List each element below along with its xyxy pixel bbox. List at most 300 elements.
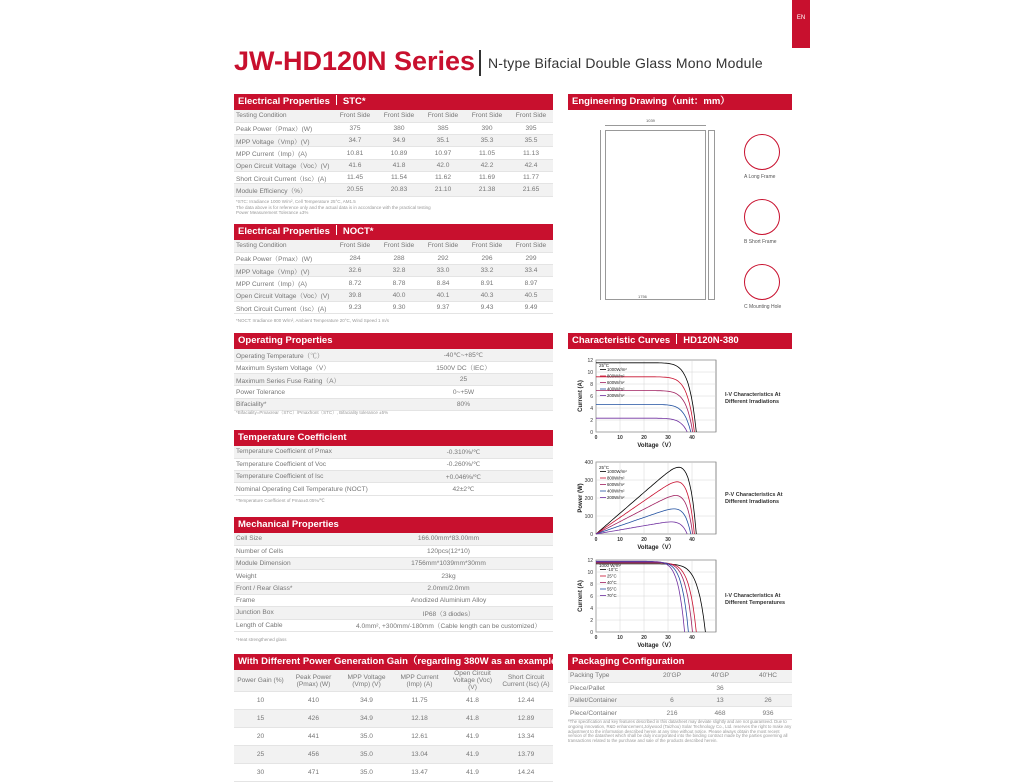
legend-label: -10°C <box>607 567 619 572</box>
x-tick-label: 0 <box>594 635 598 641</box>
table-cell: Temperature Coefficient of Voc <box>234 458 374 470</box>
table-row <box>234 533 553 545</box>
x-tick-label: 30 <box>665 537 671 543</box>
table-cell: 35.1 <box>421 135 465 147</box>
table-cell: 14.24 <box>499 764 553 782</box>
table-row <box>234 764 553 782</box>
table-cell: Front Side <box>465 240 509 252</box>
table-cell: 41.8 <box>446 692 499 710</box>
table-cell: Testing Condition <box>234 240 333 252</box>
table-row <box>234 483 553 495</box>
table-cell: 288 <box>377 252 421 264</box>
stc-tag: STC* <box>342 96 366 107</box>
table-row <box>234 728 553 746</box>
legend-label: 70°C <box>607 593 617 598</box>
table-row <box>234 558 553 570</box>
table-cell: Maximum System Voltage（V） <box>234 361 374 373</box>
stc-note: *STC: Irradiance 1000 W/m², Cell Temperature 25°C, AM1.5 The data above is for reference only and the actual data is in accordance with the practical testing Power Measurement Tolerance ±3% <box>236 199 431 215</box>
curves-tag: HD120N-380 <box>683 335 739 346</box>
y-tick-label: 10 <box>587 370 593 376</box>
mounting-hole-detail <box>744 264 780 300</box>
mechanical-table <box>234 533 553 632</box>
y-axis-label: Power (W) <box>578 483 584 513</box>
y-tick-label: 400 <box>584 460 593 466</box>
table-row <box>234 670 553 692</box>
language-tab[interactable]: EN <box>792 0 810 48</box>
table-cell: 42.0 <box>421 159 465 171</box>
table-row <box>234 619 553 631</box>
table-cell: Front Side <box>377 240 421 252</box>
table-cell: Front Side <box>465 110 509 122</box>
table-cell: Weight <box>234 570 344 582</box>
table-cell: 11.45 <box>333 171 377 183</box>
table-row <box>234 570 553 582</box>
table-cell: -0.260%/℃ <box>374 458 553 470</box>
legend-label: 55°C <box>607 586 617 592</box>
x-tick-label: 30 <box>665 435 671 441</box>
table-cell: Module Efficiency（%） <box>234 184 333 196</box>
table-cell <box>648 682 696 694</box>
x-tick-label: 40 <box>689 635 695 641</box>
y-tick-label: 6 <box>590 594 593 600</box>
table-row <box>234 122 553 134</box>
table-cell: 34.9 <box>340 710 393 728</box>
iv-irradiance-caption: I-V Characteristics At Different Irradiations <box>725 392 781 405</box>
x-axis-label: Voltage（V） <box>637 643 675 649</box>
table-cell: 42.2 <box>465 159 509 171</box>
table-cell: 42±2℃ <box>374 483 553 495</box>
noct-title: Electrical Properties <box>238 226 330 237</box>
table-cell: Packing Type <box>568 670 648 682</box>
x-tick-label: 20 <box>641 635 647 641</box>
table-cell: 375 <box>333 122 377 134</box>
page-subtitle: N-type Bifacial Double Glass Mono Module <box>488 55 763 71</box>
chart-corner-label: 1000 W/m² <box>599 563 622 568</box>
table-row <box>234 545 553 557</box>
table-cell: 11.69 <box>465 171 509 183</box>
gain-section-header: With Different Power Generation Gain（regarding 380W as an example） <box>234 654 553 670</box>
table-row <box>234 171 553 183</box>
table-row <box>234 147 553 159</box>
operating-note: *Bifaciality=Pmaxrear（STC）/Pmaxfront（STC）, Bifaciality tolerance ±5% <box>236 410 389 415</box>
x-axis-label: Voltage（V） <box>637 443 675 449</box>
table-cell: 26 <box>744 695 792 707</box>
table-cell: 441 <box>287 728 340 746</box>
drawing-section-header: Engineering Drawing（unit：mm） <box>568 94 792 110</box>
table-cell: 395 <box>509 122 553 134</box>
table-row <box>234 110 553 122</box>
x-tick-label: 0 <box>594 537 598 543</box>
table-cell: 8.78 <box>377 277 421 289</box>
table-cell: IP68（3 diodes） <box>344 607 553 619</box>
module-width-dimension <box>605 125 706 126</box>
x-tick-label: 20 <box>641 435 647 441</box>
legend-label: 600W/m² <box>607 380 625 385</box>
table-cell: 13.34 <box>499 728 553 746</box>
table-row <box>568 707 792 719</box>
table-row <box>234 289 553 301</box>
table-row <box>234 398 553 410</box>
table-cell: 11.54 <box>377 171 421 183</box>
y-tick-label: 8 <box>590 382 593 388</box>
table-cell: 410 <box>287 692 340 710</box>
table-cell: 12.44 <box>499 692 553 710</box>
table-cell: Open Circuit Voltage (Voc) (V) <box>446 670 499 692</box>
table-row <box>234 184 553 196</box>
table-cell: Front Side <box>421 110 465 122</box>
table-row <box>234 240 553 252</box>
table-cell: Bifaciality* <box>234 398 374 410</box>
table-cell: 10.89 <box>377 147 421 159</box>
table-cell: Front Side <box>421 240 465 252</box>
temp-coef-note: *Temperature Coefficient of Pmax±0.05%/℃ <box>236 498 325 503</box>
table-cell: 284 <box>333 252 377 264</box>
y-tick-label: 4 <box>590 406 593 412</box>
table-cell: 36 <box>696 682 744 694</box>
stc-table <box>234 110 553 197</box>
table-cell: Frame <box>234 594 344 606</box>
table-cell: Piece/Pallet <box>568 682 648 694</box>
table-cell: -0.310%/℃ <box>374 446 553 458</box>
y-tick-label: 300 <box>584 478 593 484</box>
table-cell: 456 <box>287 746 340 764</box>
y-tick-label: 0 <box>590 430 593 436</box>
stc-section-header <box>234 94 553 110</box>
table-cell: 35.0 <box>340 764 393 782</box>
table-cell: Peak Power（Pmax）(W) <box>234 122 333 134</box>
table-cell: Short Circuit Current（Isc）(A) <box>234 171 333 183</box>
table-cell: Nominal Operating Cell Temperature (NOCT) <box>234 483 374 495</box>
y-tick-label: 200 <box>584 496 593 502</box>
table-cell: -40℃~+85℃ <box>374 349 553 361</box>
table-row <box>234 265 553 277</box>
table-cell: 12.18 <box>393 710 446 728</box>
table-cell: 8.72 <box>333 277 377 289</box>
packaging-section-header: Packaging Configuration <box>568 654 792 670</box>
table-cell: 9.23 <box>333 301 377 313</box>
table-cell: 4.0mm², +300mm/-180mm（Cable length can be customized） <box>344 619 553 631</box>
table-cell: 15 <box>234 710 287 728</box>
table-cell: 32.6 <box>333 265 377 277</box>
long-frame-label: A Long Frame <box>744 174 776 180</box>
y-tick-label: 100 <box>584 514 593 520</box>
table-cell: 40'GP <box>696 670 744 682</box>
temp-coef-table <box>234 446 553 496</box>
table-cell: 13.79 <box>499 746 553 764</box>
legend-label: 200W/m² <box>607 393 625 398</box>
x-tick-label: 10 <box>617 537 623 543</box>
table-cell: 21.65 <box>509 184 553 196</box>
table-row <box>234 301 553 313</box>
table-cell: 41.8 <box>377 159 421 171</box>
legend-label: 40°C <box>607 580 617 585</box>
table-cell: Junction Box <box>234 607 344 619</box>
table-cell: 35.3 <box>465 135 509 147</box>
table-cell: 9.37 <box>421 301 465 313</box>
y-tick-label: 4 <box>590 606 593 612</box>
iv-temperature-caption: I-V Characteristics At Different Temperatures <box>725 593 786 606</box>
page-title: JW-HD120N Series <box>234 46 476 76</box>
table-cell: 9.30 <box>377 301 421 313</box>
mechanical-section-header: Mechanical Properties <box>234 517 553 533</box>
table-cell: Temperature Coefficient of Isc <box>234 471 374 483</box>
legend-label: 800W/m² <box>607 475 625 481</box>
x-tick-label: 10 <box>617 435 623 441</box>
chart-corner-label: 25°C <box>599 465 610 470</box>
table-cell: Front Side <box>333 110 377 122</box>
y-tick-label: 0 <box>590 532 593 538</box>
operating-section-header: Operating Properties <box>234 333 553 349</box>
table-cell: 11.13 <box>509 147 553 159</box>
y-tick-label: 8 <box>590 582 593 588</box>
table-row <box>568 695 792 707</box>
y-tick-label: 12 <box>587 558 593 564</box>
operating-table <box>234 349 553 411</box>
table-cell: Number of Cells <box>234 545 344 557</box>
table-cell: Front Side <box>333 240 377 252</box>
table-cell: 426 <box>287 710 340 728</box>
table-cell: Peak Power (Pmax) (W) <box>287 670 340 692</box>
disclaimer-note: *The specification and key features described in this datasheet may deviate slightly and are not guaranteed. Due to ongoing innovation, R&D enhancement,Jolywood (Taizhou) Solar Technology Co., Ltd. reserves the right to make any adjustment to the information described herein at any time without notice. Please always obtain the most recent version of the datasheet which shall be duly incorporated into the binding contract made by the parties governing all transactions related to the purchase and sale of the products described herein. <box>568 719 792 744</box>
table-cell: 23kg <box>344 570 553 582</box>
table-row <box>234 374 553 386</box>
table-cell: 20.83 <box>377 184 421 196</box>
table-cell: 468 <box>696 707 744 719</box>
table-cell: 10.81 <box>333 147 377 159</box>
x-tick-label: 40 <box>689 435 695 441</box>
y-tick-label: 12 <box>587 358 593 364</box>
x-axis-label: Voltage（V） <box>637 545 675 551</box>
table-cell: 25 <box>234 746 287 764</box>
table-cell: 13.04 <box>393 746 446 764</box>
table-cell: Front Side <box>509 240 553 252</box>
table-cell: 40.3 <box>465 289 509 301</box>
table-cell: 34.9 <box>340 692 393 710</box>
table-row <box>234 277 553 289</box>
table-cell: 41.9 <box>446 764 499 782</box>
table-row <box>234 710 553 728</box>
pv-irradiance-chart <box>574 458 724 550</box>
table-cell: 2.0mm/2.0mm <box>344 582 553 594</box>
table-cell: 20 <box>234 728 287 746</box>
table-row <box>234 471 553 483</box>
table-cell: Front / Rear Glass* <box>234 582 344 594</box>
table-row <box>234 594 553 606</box>
table-row <box>234 607 553 619</box>
table-row <box>234 582 553 594</box>
table-cell: MPP Voltage（Vmp）(V) <box>234 135 333 147</box>
table-cell: Power Tolerance <box>234 386 374 398</box>
y-axis-label: Current (A) <box>578 380 584 412</box>
stc-title: Electrical Properties <box>238 96 330 107</box>
table-cell: Short Circuit Current (Isc) (A) <box>499 670 553 692</box>
table-cell: MPP Voltage（Vmp）(V) <box>234 265 333 277</box>
table-cell: 13.47 <box>393 764 446 782</box>
short-frame-detail <box>744 199 780 235</box>
legend-label: 800W/m² <box>607 373 625 379</box>
legend-label: 600W/m² <box>607 482 625 487</box>
table-cell: Open Circuit Voltage（Voc）(V) <box>234 289 333 301</box>
noct-section-header <box>234 224 553 240</box>
temp-coef-section-header: Temperature Coefficient <box>234 430 553 446</box>
table-cell: 6 <box>648 695 696 707</box>
noct-tag: NOCT* <box>342 226 374 237</box>
table-cell: 8.97 <box>509 277 553 289</box>
table-row <box>234 361 553 373</box>
x-tick-label: 0 <box>594 435 598 441</box>
table-cell: 41.6 <box>333 159 377 171</box>
table-cell: 166.00mm*83.00mm <box>344 533 553 545</box>
x-tick-label: 20 <box>641 537 647 543</box>
table-row <box>234 458 553 470</box>
table-cell: 299 <box>509 252 553 264</box>
table-cell: 42.4 <box>509 159 553 171</box>
table-cell <box>744 682 792 694</box>
y-tick-label: 6 <box>590 394 593 400</box>
noct-table <box>234 240 553 314</box>
height-dim-label: 1756 <box>638 294 647 299</box>
table-cell: MPP Current（Imp）(A) <box>234 147 333 159</box>
table-cell: Length of Cable <box>234 619 344 631</box>
table-cell: 292 <box>421 252 465 264</box>
table-cell: 8.91 <box>465 277 509 289</box>
table-cell: 11.05 <box>465 147 509 159</box>
pv-irradiance-caption: P-V Characteristics At Different Irradiations <box>725 492 783 505</box>
table-row <box>234 349 553 361</box>
table-row <box>234 692 553 710</box>
table-row <box>234 135 553 147</box>
table-cell: Pallet/Container <box>568 695 648 707</box>
table-cell: 11.75 <box>393 692 446 710</box>
x-tick-label: 40 <box>689 537 695 543</box>
curves-title: Characteristic Curves <box>572 335 671 346</box>
noct-note: *NOCT: Irradiance 800 W/m², Ambient Temperature 20°C, Wind Speed 1 m/s <box>236 318 390 323</box>
table-cell: 32.8 <box>377 265 421 277</box>
table-cell: 9.43 <box>465 301 509 313</box>
table-cell: Testing Condition <box>234 110 333 122</box>
y-tick-label: 0 <box>590 630 593 636</box>
packaging-table <box>568 670 792 720</box>
table-cell: Cell Size <box>234 533 344 545</box>
long-frame-detail <box>744 134 780 170</box>
curves-section-header <box>568 333 792 349</box>
table-cell: 10 <box>234 692 287 710</box>
table-cell: 41.9 <box>446 746 499 764</box>
y-tick-label: 10 <box>587 570 593 576</box>
table-row <box>234 159 553 171</box>
x-tick-label: 30 <box>665 635 671 641</box>
table-cell: 1756mm*1039mm*30mm <box>344 558 553 570</box>
y-axis-label: Current (A) <box>578 580 584 612</box>
table-cell: Power Gain (%) <box>234 670 287 692</box>
table-cell: 35.0 <box>340 746 393 764</box>
iv-irradiance-chart <box>574 356 724 448</box>
table-cell: 21.38 <box>465 184 509 196</box>
table-row <box>234 446 553 458</box>
table-cell: Maximum Series Fuse Rating（A） <box>234 374 374 386</box>
table-cell: MPP Current（Imp）(A) <box>234 277 333 289</box>
legend-label: 400W/m² <box>607 386 625 392</box>
legend-label: 400W/m² <box>607 488 625 494</box>
table-cell: 40'HC <box>744 670 792 682</box>
table-cell: 33.4 <box>509 265 553 277</box>
table-cell: 35.5 <box>509 135 553 147</box>
legend-label: 25°C <box>607 573 617 579</box>
legend-label: 1000W/m² <box>607 367 627 372</box>
table-cell: 41.9 <box>446 728 499 746</box>
table-row <box>234 386 553 398</box>
table-row <box>568 682 792 694</box>
table-cell: 41.8 <box>446 710 499 728</box>
table-cell: 25 <box>374 374 553 386</box>
gain-table <box>234 670 553 782</box>
table-cell: 216 <box>648 707 696 719</box>
table-cell: 80% <box>374 398 553 410</box>
table-cell: MPP Voltage (Vmp) (V) <box>340 670 393 692</box>
module-drawing-front <box>605 130 706 300</box>
table-cell: 35.0 <box>340 728 393 746</box>
table-cell: 33.0 <box>421 265 465 277</box>
table-cell: 390 <box>465 122 509 134</box>
module-drawing-side <box>708 130 715 300</box>
mounting-hole-label: C Mounting Hole <box>744 304 782 310</box>
short-frame-label: B Short Frame <box>744 239 777 245</box>
table-cell: +0.046%/℃ <box>374 471 553 483</box>
y-tick-label: 2 <box>590 618 593 624</box>
table-cell: 120pcs(12*10) <box>344 545 553 557</box>
table-cell: 34.9 <box>377 135 421 147</box>
title-divider <box>479 50 481 76</box>
table-cell: 12.89 <box>499 710 553 728</box>
table-cell: 13 <box>696 695 744 707</box>
table-cell: Module Dimension <box>234 558 344 570</box>
y-tick-label: 2 <box>590 418 593 424</box>
mechanical-note: *Heat strengthened glass <box>236 637 287 642</box>
table-cell: 10.97 <box>421 147 465 159</box>
width-dim-label: 1039 <box>646 118 655 123</box>
table-cell: 11.62 <box>421 171 465 183</box>
table-cell: MPP Current (Imp) (A) <box>393 670 446 692</box>
table-cell: 1500V DC（IEC） <box>374 361 553 373</box>
table-cell: 40.0 <box>377 289 421 301</box>
table-cell: 385 <box>421 122 465 134</box>
table-cell: 471 <box>287 764 340 782</box>
table-row <box>568 670 792 682</box>
table-cell: 0~+5W <box>374 386 553 398</box>
table-cell: Operating Temperature（℃） <box>234 349 374 361</box>
table-cell: 21.10 <box>421 184 465 196</box>
table-cell: 34.7 <box>333 135 377 147</box>
table-cell: Short Circuit Current（Isc）(A) <box>234 301 333 313</box>
table-cell: 40.5 <box>509 289 553 301</box>
table-cell: 20'GP <box>648 670 696 682</box>
table-cell: 296 <box>465 252 509 264</box>
table-cell: 11.77 <box>509 171 553 183</box>
table-cell: 936 <box>744 707 792 719</box>
table-cell: 8.84 <box>421 277 465 289</box>
table-cell: Front Side <box>377 110 421 122</box>
table-row <box>234 746 553 764</box>
table-cell: 40.1 <box>421 289 465 301</box>
table-cell: Temperature Coefficient of Pmax <box>234 446 374 458</box>
table-cell: 33.2 <box>465 265 509 277</box>
table-cell: Front Side <box>509 110 553 122</box>
table-cell: Piece/Container <box>568 707 648 719</box>
table-cell: 30 <box>234 764 287 782</box>
iv-temperature-chart <box>574 556 724 648</box>
table-cell: Open Circuit Voltage（Voc）(V) <box>234 159 333 171</box>
table-row <box>234 252 553 264</box>
